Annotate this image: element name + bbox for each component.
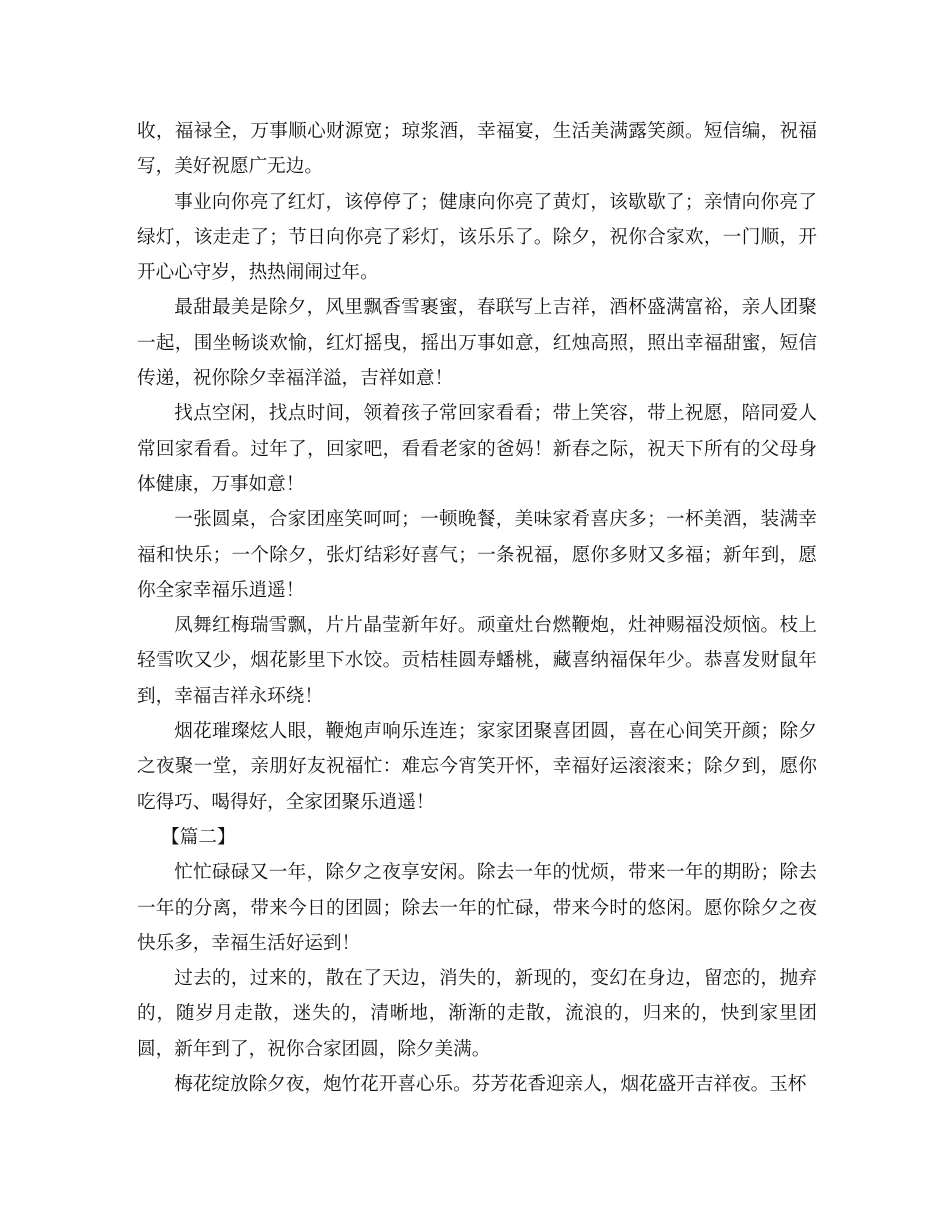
paragraph-continuation: 收，福禄全，万事顺心财源宽；琼浆酒，幸福宴，生活美满露笑颜。短信编，祝福写，美好祝愿广无边。	[137, 121, 817, 178]
paragraph: 烟花璀璨炫人眼，鞭炮声响乐连连；家家团聚喜团圆，喜在心间笑开颜；除夕之夜聚一堂，亲朋好友祝福忙：难忘今宵笑开怀，幸福好运滚滚来；除夕到，愿你吃得巧、喝得好，全家团聚乐逍遥！	[137, 721, 817, 813]
section-heading: 【篇二】	[161, 826, 236, 848]
paragraph: 事业向你亮了红灯，该停停了；健康向你亮了黄灯，该歇歇了；亲情向你亮了绿灯，该走走了；节日向你亮了彩灯，该乐乐了。除夕，祝你合家欢，一门顺，开开心心守岁，热热闹闹过年。	[137, 191, 817, 284]
paragraph: 找点空闲，找点时间，领着孩子常回家看看；带上笑容，带上祝愿，陪同爱人常回家看看。过年了，回家吧，看看老家的爸妈！新春之际，祝天下所有的父母身体健康，万事如意！	[137, 403, 817, 495]
paragraph: 梅花绽放除夕夜，炮竹花开喜心乐。芬芳花香迎亲人，烟花盛开吉祥夜。玉杯	[174, 1074, 807, 1096]
paragraph: 凤舞红梅瑞雪飘，片片晶莹新年好。顽童灶台燃鞭炮，灶神赐福没烦恼。枝上轻雪吹又少，烟花影里下水饺。贡桔桂圆寿蟠桃，藏喜纳福保年少。恭喜发财鼠年到，幸福吉祥永环绕！	[137, 615, 817, 707]
paragraph: 忙忙碌碌又一年，除夕之夜享安闲。除去一年的忧烦，带来一年的期盼；除去一年的分离，带来今日的团圆；除去一年的忙碌，带来今时的悠闲。愿你除夕之夜快乐多，幸福生活好运到！	[137, 862, 817, 954]
document-body	[137, 114, 817, 1102]
paragraph: 最甜最美是除夕，风里飘香雪裹蜜，春联写上吉祥，酒杯盛满富裕，亲人团聚一起，围坐畅谈欢愉，红灯摇曳，摇出万事如意，红烛高照，照出幸福甜蜜，短信传递，祝你除夕幸福洋溢，吉祥如意！	[137, 297, 817, 390]
paragraph: 一张圆桌，合家团座笑呵呵；一顿晚餐，美味家肴喜庆多；一杯美酒，装满幸福和快乐；一个除夕，张灯结彩好喜气；一条祝福，愿你多财又多福；新年到，愿你全家幸福乐逍遥！	[137, 509, 817, 601]
paragraph: 过去的，过来的，散在了天边，消失的，新现的，变幻在身边，留恋的，抛弃的，随岁月走散，迷失的，清晰地，渐渐的走散，流浪的，归来的，快到家里团圆，新年到了，祝你合家团圆，除夕美满。	[137, 968, 817, 1060]
